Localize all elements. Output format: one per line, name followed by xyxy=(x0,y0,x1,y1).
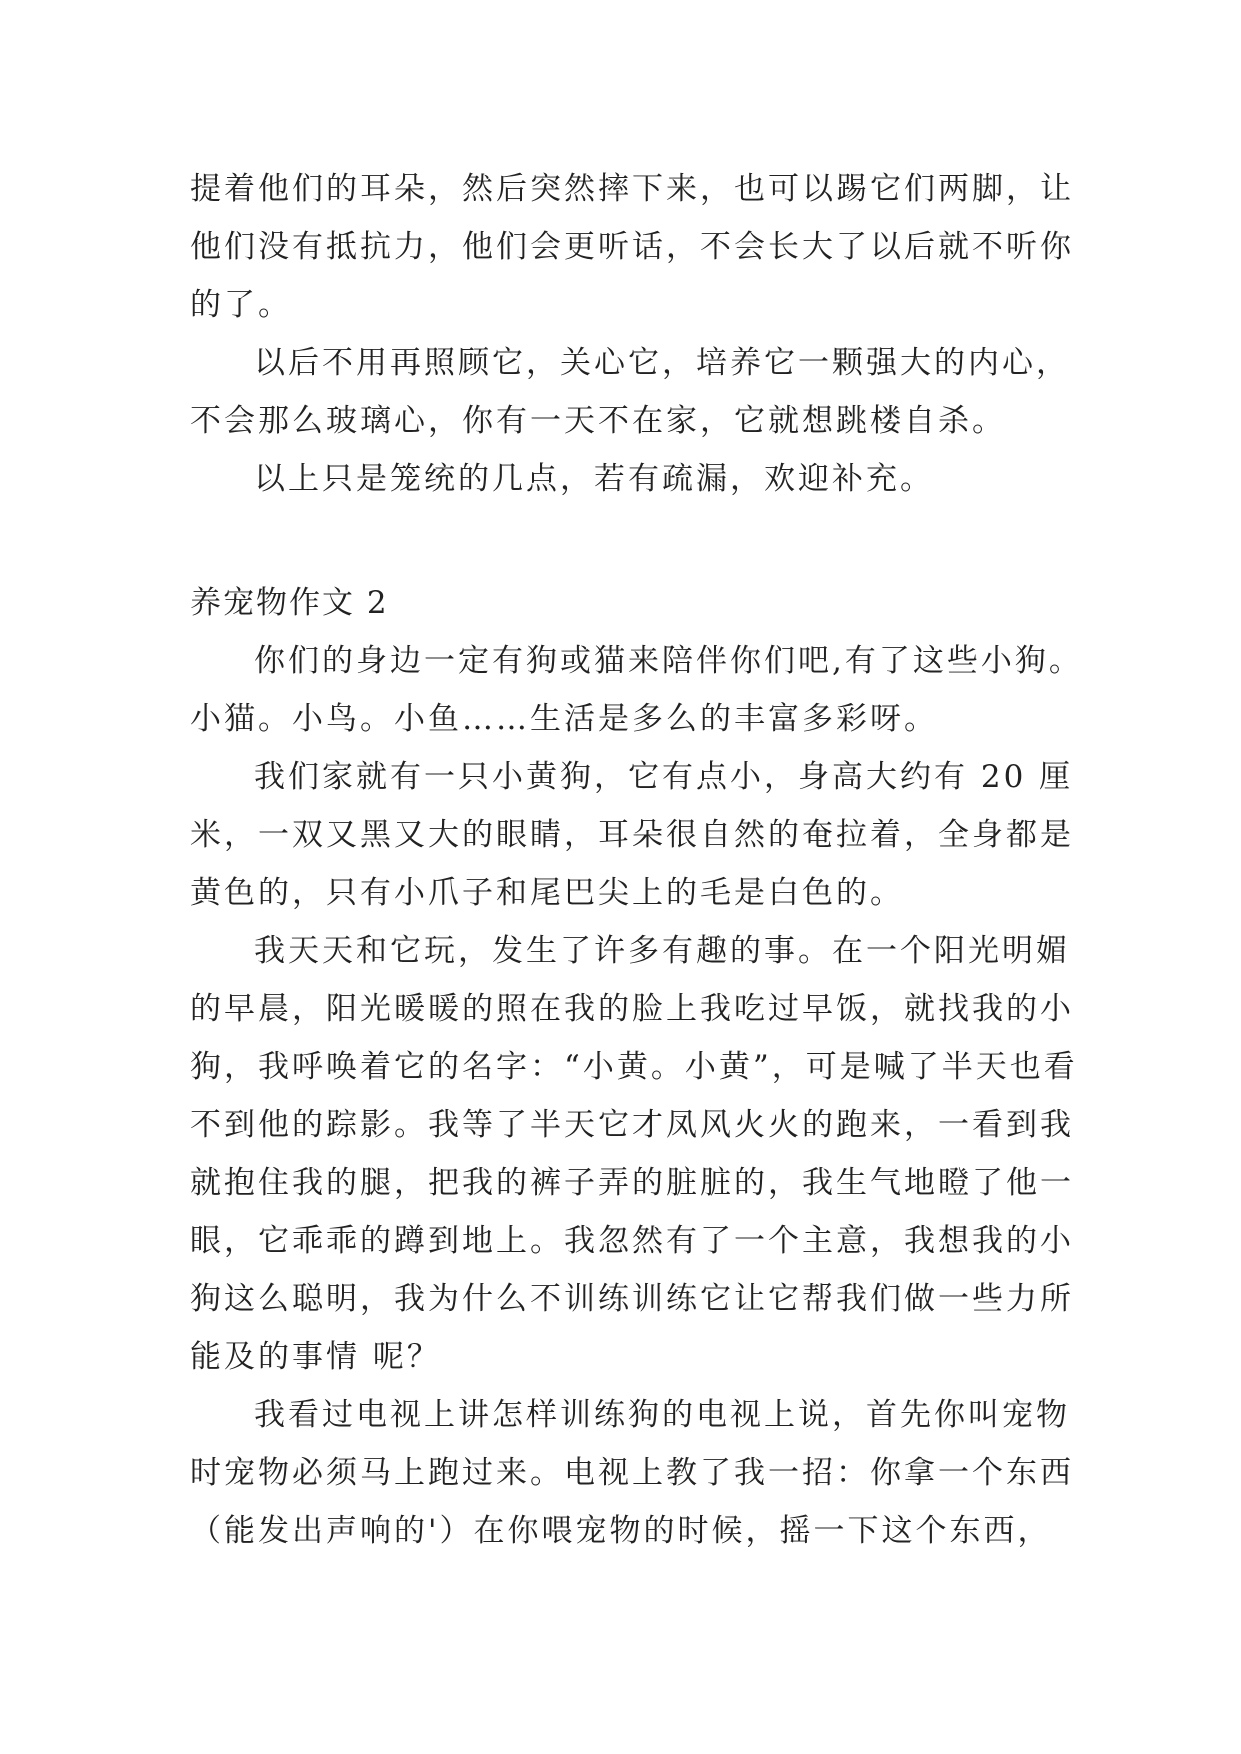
paragraph xyxy=(190,334,1070,450)
text-line: 我看过电视上讲怎样训练狗的电视上说，首先你叫宠物 xyxy=(254,1397,1070,1433)
text-line: 米，一双又黑又大的眼睛，耳朵很自然的奄拉着，全身都是 xyxy=(190,817,1074,853)
section-gap xyxy=(190,508,1070,574)
paragraph xyxy=(190,922,1078,1386)
text-line: 以上只是笼统的几点，若有疏漏，欢迎补充。 xyxy=(254,461,934,497)
paragraph-continuation xyxy=(190,160,1074,334)
text-line: 以后不用再照顾它，关心它，培养它一颗强大的内心， xyxy=(254,345,1070,381)
text-line: 他们没有抵抗力，他们会更听话，不会长大了以后就不听你 xyxy=(190,229,1074,265)
text-line: 狗这么聪明，我为什么不训练训练它让它帮我们做一些力所 xyxy=(190,1281,1074,1317)
section-heading xyxy=(190,574,1070,632)
text-line: 你们的身边一定有狗或猫来陪伴你们吧,有了这些小狗。 xyxy=(254,643,1083,679)
text-line: 不会那么玻璃心，你有一天不在家，它就想跳楼自杀。 xyxy=(190,403,1006,439)
text-line: 眼，它乖乖的蹲到地上。我忽然有了一个主意，我想我的小 xyxy=(190,1223,1074,1259)
text-line: （能发出声响的'）在你喂宠物的时候，摇一下这个东西， xyxy=(190,1513,1052,1549)
text-line: 狗，我呼唤着它的名字：“小黄。小黄”，可是喊了半天也看 xyxy=(190,1049,1078,1085)
paragraph xyxy=(190,450,1070,508)
heading-text: 养宠物作文 2 xyxy=(190,585,389,621)
text-line: 的早晨，阳光暖暖的照在我的脸上我吃过早饭，就找我的小 xyxy=(190,991,1074,1027)
text-line: 小猫。小鸟。小鱼……生活是多么的丰富多彩呀。 xyxy=(190,701,938,737)
text-line: 就抱住我的腿，把我的裤子弄的脏脏的，我生气地瞪了他一 xyxy=(190,1165,1074,1201)
text-line: 时宠物必须马上跑过来。电视上教了我一招：你拿一个东西 xyxy=(190,1455,1074,1491)
text-line: 的了。 xyxy=(190,287,292,323)
text-line: 能及的事情 呢？ xyxy=(190,1339,441,1375)
paragraph xyxy=(190,748,1074,922)
paragraph xyxy=(190,1386,1074,1560)
text-line: 黄色的，只有小爪子和尾巴尖上的毛是白色的。 xyxy=(190,875,904,911)
text-line: 我们家就有一只小黄狗，它有点小，身高大约有 20 厘 xyxy=(254,759,1074,795)
text-line: 我天天和它玩，发生了许多有趣的事。在一个阳光明媚 xyxy=(254,933,1070,969)
text-line: 提着他们的耳朵，然后突然摔下来，也可以踢它们两脚，让 xyxy=(190,171,1074,207)
paragraph xyxy=(190,632,1083,748)
document-page xyxy=(190,160,1083,1560)
text-line: 不到他的踪影。我等了半天它才凤风火火的跑来，一看到我 xyxy=(190,1107,1074,1143)
